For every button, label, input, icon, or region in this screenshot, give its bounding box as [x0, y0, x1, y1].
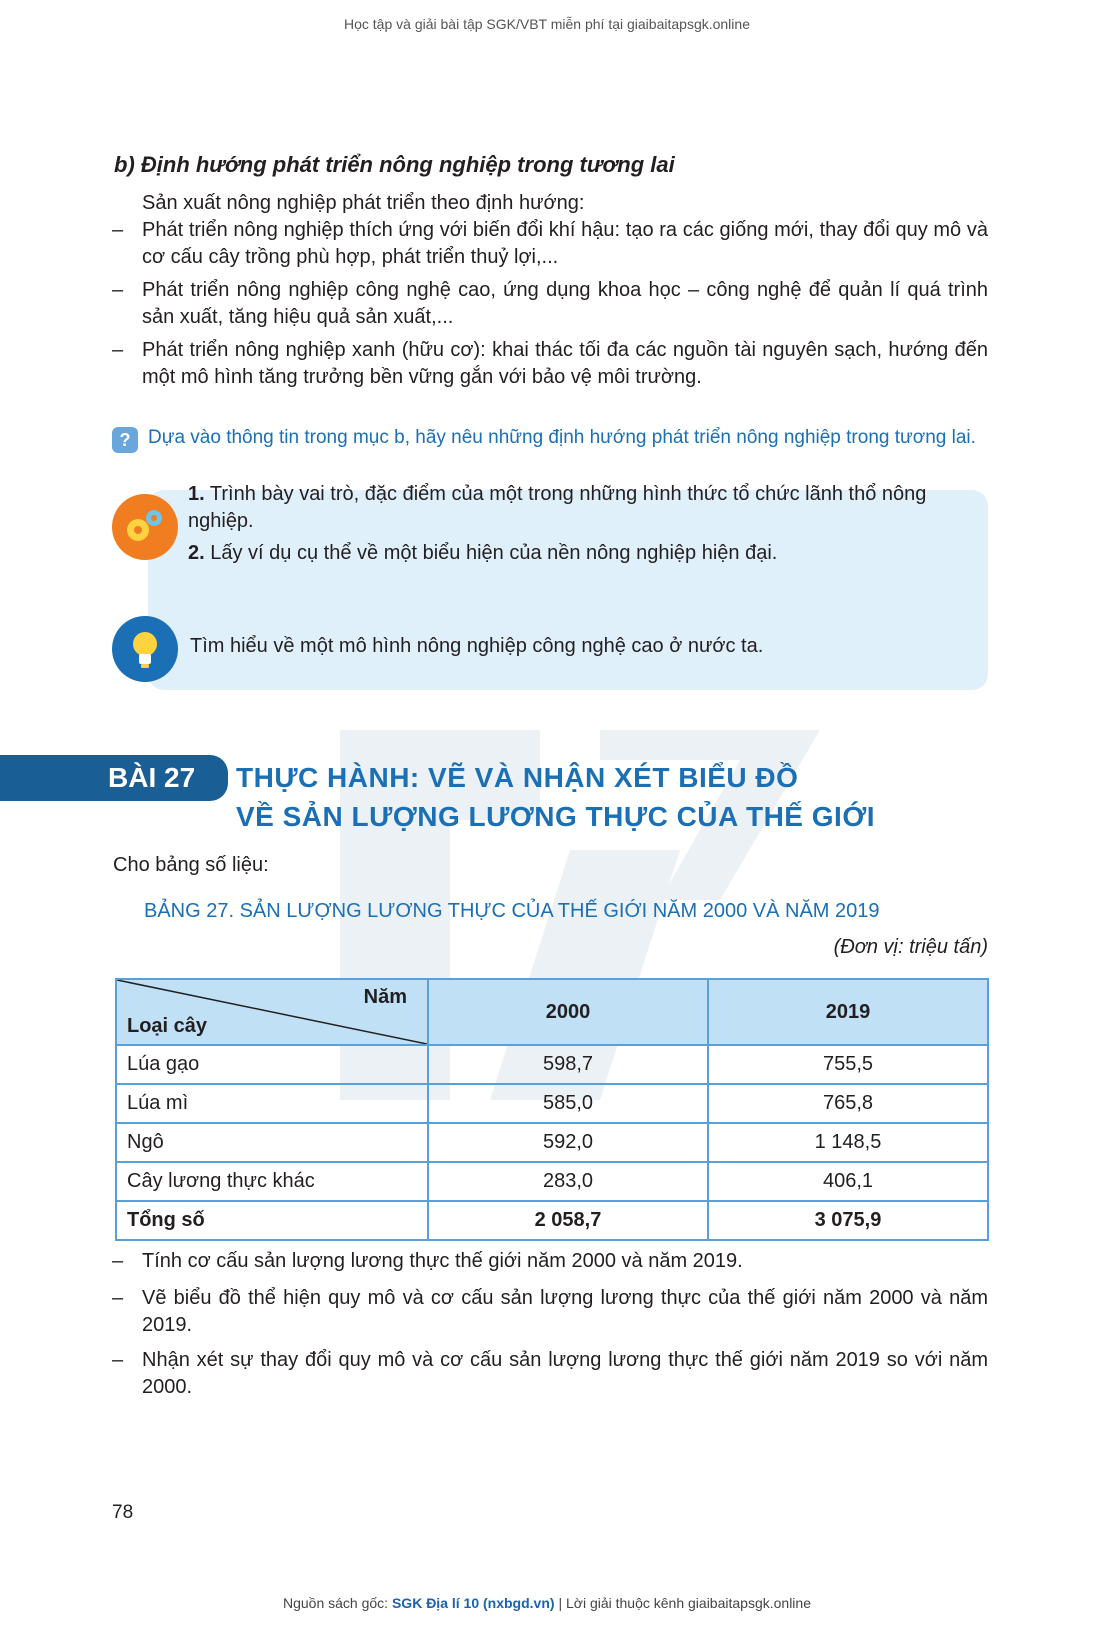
crop-cell: Ngô — [116, 1123, 428, 1162]
dash-marker: – — [112, 1250, 124, 1272]
total-label: Tổng số — [116, 1201, 428, 1240]
footer-source-link[interactable]: SGK Địa lí 10 (nxbgd.vn) — [391, 1595, 555, 1611]
table-row — [116, 1084, 988, 1123]
list-item — [112, 217, 988, 271]
page-number: 78 — [112, 1502, 134, 1523]
dash-marker: – — [112, 1349, 124, 1371]
practice-text: Trình bày vai trò, đặc điểm của một trong những hình thức tổ chức lãnh thổ nông nghiệp. — [188, 483, 927, 532]
task-text: Vẽ biểu đồ thể hiện quy mô và cơ cấu sản lượng lương thực của thế giới năm 2000 và năm 2019. — [142, 1287, 988, 1336]
dash-marker: – — [112, 339, 124, 361]
table-row — [116, 1123, 988, 1162]
crop-cell: Cây lương thực khác — [116, 1162, 428, 1201]
value-cell: 406,1 — [708, 1162, 988, 1201]
lesson-badge: BÀI 27 — [0, 755, 228, 801]
dash-marker: – — [112, 1287, 124, 1309]
value-cell: 598,7 — [428, 1045, 708, 1084]
footer-note — [0, 1595, 1094, 1611]
footer-prefix: Nguồn sách gốc: — [283, 1595, 392, 1611]
value-cell: 1 148,5 — [708, 1123, 988, 1162]
value-cell: 755,5 — [708, 1045, 988, 1084]
table-row — [116, 1162, 988, 1201]
year-header: 2000 — [428, 979, 708, 1045]
practice-number: 2. — [188, 542, 205, 564]
practice-item — [188, 481, 963, 535]
lesson-title-line2: VỀ SẢN LƯỢNG LƯƠNG THỰC CỦA THẾ GIỚI — [236, 801, 875, 832]
total-value: 2 058,7 — [428, 1201, 708, 1240]
year-header: 2019 — [708, 979, 988, 1045]
task-item — [112, 1285, 988, 1339]
section-intro: Sản xuất nông nghiệp phát triển theo định hướng: — [142, 192, 585, 214]
practice-number: 1. — [188, 483, 205, 505]
bullet-text: Phát triển nông nghiệp thích ứng với biến đổi khí hậu: tạo ra các giống mới, thay đổi quy mô và cơ cấu cây trồng phù hợp, phát triển thuỷ lợi,... — [142, 219, 988, 268]
corner-cell — [116, 979, 428, 1045]
dash-marker: – — [112, 219, 124, 241]
question-icon: ? — [112, 427, 138, 453]
header-note: Học tập và giải bài tập SGK/VBT miễn phí tại giaibaitapsgk.online — [344, 16, 750, 32]
question-text: Dựa vào thông tin trong mục b, hãy nêu những định hướng phát triển nông nghiệp trong tương lai. — [148, 427, 976, 448]
value-cell: 283,0 — [428, 1162, 708, 1201]
footer-suffix: | Lời giải thuộc kênh giaibaitapsgk.online — [554, 1595, 811, 1611]
explore-text: Tìm hiểu về một mô hình nông nghiệp công nghệ cao ở nước ta. — [190, 635, 764, 657]
section-heading: b) Định hướng phát triển nông nghiệp trong tương lai — [114, 152, 675, 177]
bullet-text: Phát triển nông nghiệp xanh (hữu cơ): khai thác tối đa các nguồn tài nguyên sạch, hướng đến một mô hình tăng trưởng bền vững gắn với bảo vệ môi trường. — [142, 339, 988, 388]
table-row — [116, 1045, 988, 1084]
bullet-text: Phát triển nông nghiệp công nghệ cao, ứng dụng khoa học – công nghệ để quản lí quá trình sản xuất, tăng hiệu quả sản xuất,... — [142, 279, 988, 328]
value-cell: 765,8 — [708, 1084, 988, 1123]
crop-cell: Lúa gạo — [116, 1045, 428, 1084]
corner-crop-label: Loại cây — [127, 1015, 208, 1037]
table-lead: Cho bảng số liệu: — [113, 854, 269, 876]
crop-cell: Lúa mì — [116, 1084, 428, 1123]
task-text: Nhận xét sự thay đổi quy mô và cơ cấu sản lượng lương thực thế giới năm 2019 so với năm 2000. — [142, 1349, 988, 1398]
list-item — [112, 277, 988, 331]
corner-year-label: Năm — [363, 986, 407, 1008]
task-item — [112, 1248, 988, 1275]
question-block — [112, 425, 992, 450]
total-value: 3 075,9 — [708, 1201, 988, 1240]
list-item — [112, 337, 988, 391]
unit-label: (Đơn vị: triệu tấn) — [833, 936, 988, 958]
task-item — [112, 1347, 988, 1401]
value-cell: 585,0 — [428, 1084, 708, 1123]
table-header-row — [116, 979, 988, 1045]
practice-item — [188, 540, 963, 567]
table-caption: BẢNG 27. SẢN LƯỢNG LƯƠNG THỰC CỦA THẾ GIỚI NĂM 2000 VÀ NĂM 2019 — [144, 900, 880, 922]
lesson-title-line1: THỰC HÀNH: VẼ VÀ NHẬN XÉT BIỂU ĐỒ — [236, 762, 799, 793]
production-table — [115, 978, 989, 1241]
table-total-row — [116, 1201, 988, 1240]
lightbulb-icon — [112, 616, 178, 682]
gear-icon — [112, 494, 178, 560]
dash-marker: – — [112, 279, 124, 301]
task-text: Tính cơ cấu sản lượng lương thực thế giới năm 2000 và năm 2019. — [142, 1250, 743, 1272]
value-cell: 592,0 — [428, 1123, 708, 1162]
practice-text: Lấy ví dụ cụ thể về một biểu hiện của nền nông nghiệp hiện đại. — [210, 542, 778, 564]
